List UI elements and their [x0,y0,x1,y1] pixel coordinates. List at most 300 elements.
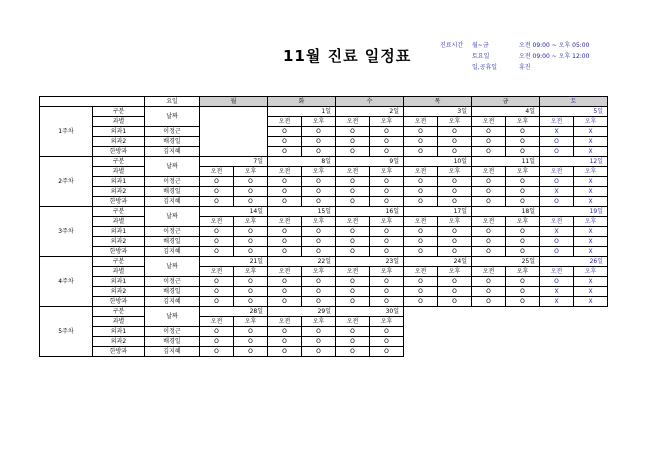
availability-cell: X [574,137,608,147]
pm-label: 오후 [574,267,608,277]
availability-cell: X [574,237,608,247]
availability-cell: O [472,227,506,237]
dept-row [40,237,608,247]
availability-cell: O [438,297,472,307]
date-cell: 11일 [472,157,540,167]
dept-name: 한방과 [93,297,145,307]
dept-name: 한방과 [93,247,145,257]
availability-cell: O [370,237,404,247]
availability-cell: O [302,197,336,207]
availability-cell: O [336,247,370,257]
availability-cell: X [540,227,574,237]
availability-cell: O [234,327,268,337]
availability-cell: O [336,197,370,207]
am-label: 오전 [404,117,438,127]
clinic-hours [440,40,589,73]
date-cell: 15일 [268,207,336,217]
am-label: 오전 [336,167,370,177]
availability-cell: O [302,277,336,287]
availability-cell: O [438,287,472,297]
availability-cell: O [268,337,302,347]
am-label: 오전 [336,117,370,127]
availability-cell: O [302,227,336,237]
availability-cell: O [268,127,302,137]
doctor-name: 배경일 [145,137,200,147]
availability-cell: X [574,297,608,307]
pm-label: 오후 [506,217,540,227]
availability-cell: O [506,227,540,237]
week-label: 2주차 [40,157,93,207]
blank-cell [404,307,472,317]
availability-cell: O [506,127,540,137]
dept-header: 과별 [93,267,145,277]
availability-cell: O [234,237,268,247]
week-date-row [40,157,608,167]
availability-cell: O [336,147,370,157]
availability-cell: O [302,347,336,357]
availability-cell: O [438,147,472,157]
availability-cell: O [268,277,302,287]
week-ampm-row [40,217,608,227]
availability-cell: O [200,277,234,287]
blank-cell [540,347,608,357]
hours-row [440,40,589,51]
am-label: 오전 [472,217,506,227]
availability-cell: O [540,197,574,207]
date-label: 날짜 [145,107,200,127]
availability-cell: O [268,147,302,157]
pm-label: 오후 [438,117,472,127]
availability-cell: O [540,147,574,157]
pm-label: 오후 [438,217,472,227]
date-cell: 4일 [472,107,540,117]
availability-cell: O [506,237,540,247]
pm-label: 오후 [506,117,540,127]
dept-row [40,227,608,237]
availability-cell: O [438,137,472,147]
availability-cell: X [540,187,574,197]
week-date-row [40,207,608,217]
availability-cell: O [506,287,540,297]
date-cell: 5일 [540,107,608,117]
doctor-name: 배경일 [145,237,200,247]
availability-cell: O [302,247,336,257]
pm-label: 오후 [302,317,336,327]
pm-label: 오후 [506,167,540,177]
date-label: 날짜 [145,157,200,177]
pm-label: 오후 [234,267,268,277]
blank-cell [540,337,608,347]
date-cell: 24일 [404,257,472,267]
availability-cell: O [234,277,268,287]
hours-time: 오전 09:00 ~ 오후 05:00 [519,42,590,49]
availability-cell: O [438,197,472,207]
availability-cell: O [404,197,438,207]
availability-cell: O [200,347,234,357]
pm-label: 오후 [574,217,608,227]
availability-cell: O [438,227,472,237]
date-cell: 28일 [200,307,268,317]
availability-cell: X [574,197,608,207]
pm-label: 오후 [302,267,336,277]
availability-cell: O [336,127,370,137]
am-label: 오전 [200,167,234,177]
date-cell: 10일 [404,157,472,167]
blank-cell [472,307,540,317]
availability-cell: O [336,137,370,147]
blank-cell [404,317,472,327]
availability-cell: O [540,137,574,147]
weekday-cell: 월 [200,97,268,107]
availability-cell: O [336,287,370,297]
am-label: 오전 [336,317,370,327]
availability-cell: O [404,147,438,157]
availability-cell: O [200,237,234,247]
hours-label [440,51,472,62]
doctor-name: 배경일 [145,337,200,347]
category-label: 구분 [93,307,145,317]
blank-cell [472,337,540,347]
availability-cell: O [336,177,370,187]
availability-cell: O [438,237,472,247]
doctor-name: 이정근 [145,277,200,287]
date-cell: 22일 [268,257,336,267]
pm-label: 오후 [302,167,336,177]
availability-cell: O [302,127,336,137]
availability-cell: O [438,177,472,187]
availability-cell: O [200,287,234,297]
availability-cell: O [472,187,506,197]
availability-cell: O [302,337,336,347]
availability-cell: O [472,287,506,297]
hours-row [440,51,589,62]
pm-label: 오후 [234,167,268,177]
availability-cell: O [268,247,302,257]
pm-label: 오후 [302,117,336,127]
availability-cell: O [370,327,404,337]
date-cell: 1일 [268,107,336,117]
availability-cell: O [336,327,370,337]
am-label: 오전 [540,117,574,127]
availability-cell: O [302,297,336,307]
dept-row [40,247,608,257]
dept-row [40,147,608,157]
dept-row [40,127,608,137]
date-cell: 2일 [336,107,404,117]
dept-name: 외과1 [93,277,145,287]
hours-days: 토요일 [472,53,490,60]
page-title: 11월 진료 일정표 [283,47,412,65]
availability-cell: O [438,247,472,257]
dept-name: 외과1 [93,177,145,187]
availability-cell: O [370,137,404,147]
availability-cell: O [302,137,336,147]
availability-cell: O [472,297,506,307]
weekday-cell: 토 [540,97,608,107]
am-label: 오전 [200,267,234,277]
availability-cell: X [574,277,608,287]
availability-cell: O [472,127,506,137]
availability-cell: O [404,247,438,257]
dept-row [40,297,608,307]
availability-cell: O [506,297,540,307]
date-cell: 17일 [404,207,472,217]
availability-cell: O [506,137,540,147]
dept-header: 과별 [93,167,145,177]
availability-cell: O [268,227,302,237]
availability-cell: O [370,127,404,137]
availability-cell: O [234,347,268,357]
availability-cell: O [370,247,404,257]
week-label: 1주차 [40,107,93,157]
am-label: 오전 [336,217,370,227]
dept-name: 한방과 [93,347,145,357]
availability-cell: X [574,227,608,237]
pm-label: 오후 [574,167,608,177]
availability-cell: O [302,187,336,197]
availability-cell: O [472,277,506,287]
am-label: 오전 [540,267,574,277]
doctor-name: 김지혜 [145,197,200,207]
blank-cell [540,317,608,327]
availability-cell: X [540,127,574,137]
hours-label [440,62,472,73]
doctor-name: 배경일 [145,187,200,197]
am-label: 오전 [200,317,234,327]
availability-cell: O [506,147,540,157]
category-label: 구분 [93,157,145,167]
availability-cell: O [336,237,370,247]
availability-cell: O [370,177,404,187]
date-label: 날짜 [145,307,200,327]
date-label: 날짜 [145,207,200,227]
dept-name: 외과2 [93,187,145,197]
am-label: 오전 [268,217,302,227]
date-cell: 18일 [472,207,540,217]
dept-name: 한방과 [93,197,145,207]
availability-cell: X [574,127,608,137]
dept-row [40,197,608,207]
availability-cell: O [540,277,574,287]
pm-label: 오후 [370,167,404,177]
availability-cell: O [268,347,302,357]
dept-row [40,327,608,337]
weekday-cell: 목 [404,97,472,107]
availability-cell: O [472,147,506,157]
date-cell: 9일 [336,157,404,167]
pm-label: 오후 [574,117,608,127]
blank-cell [540,307,608,317]
hours-row [440,62,589,73]
availability-cell: O [472,247,506,257]
doctor-name: 김지혜 [145,347,200,357]
date-cell [200,107,268,157]
availability-cell: O [302,147,336,157]
availability-cell: O [540,247,574,257]
availability-cell: X [540,297,574,307]
availability-cell: O [370,337,404,347]
am-label: 오전 [268,317,302,327]
availability-cell: O [268,237,302,247]
hours-time: 오전 09:00 ~ 오후 12:00 [519,53,590,60]
availability-cell: X [574,177,608,187]
date-cell: 3일 [404,107,472,117]
availability-cell: O [506,177,540,187]
weekday-label: 요일 [145,97,200,107]
availability-cell: O [506,247,540,257]
weekday-header-row [40,97,608,107]
hours-label: 진료시간 [440,42,464,49]
week-date-row [40,107,608,117]
dept-name: 외과1 [93,127,145,137]
availability-cell: O [370,287,404,297]
date-cell: 12일 [540,157,608,167]
availability-cell: O [540,177,574,187]
availability-cell: O [404,287,438,297]
am-label: 오전 [472,267,506,277]
hours-time: 휴진 [519,64,531,71]
availability-cell: O [404,297,438,307]
week-label: 4주차 [40,257,93,307]
availability-cell: O [472,137,506,147]
doctor-name: 이정근 [145,177,200,187]
blank-cell [404,337,472,347]
pm-label: 오후 [506,267,540,277]
availability-cell: O [336,227,370,237]
dept-row [40,287,608,297]
dept-name: 외과1 [93,227,145,237]
pm-label: 오후 [370,117,404,127]
am-label: 오전 [336,267,370,277]
date-cell: 29일 [268,307,336,317]
date-cell: 21일 [200,257,268,267]
am-label: 오전 [268,167,302,177]
availability-cell: O [268,327,302,337]
availability-cell: O [404,187,438,197]
dept-name: 외과2 [93,287,145,297]
category-label: 구분 [93,207,145,217]
availability-cell: O [234,247,268,257]
availability-cell: O [302,177,336,187]
doctor-name: 김지혜 [145,247,200,257]
availability-cell: O [268,137,302,147]
availability-cell: O [438,277,472,287]
doctor-name: 이정근 [145,327,200,337]
availability-cell: O [438,127,472,137]
am-label: 오전 [540,167,574,177]
week-ampm-row [40,317,608,327]
availability-cell: O [472,197,506,207]
doctor-name: 김지혜 [145,297,200,307]
week-ampm-row [40,117,608,127]
availability-cell: O [302,287,336,297]
schedule-table [39,96,608,357]
week-label: 5주차 [40,307,93,357]
availability-cell: O [268,297,302,307]
dept-header: 과별 [93,317,145,327]
am-label: 오전 [472,117,506,127]
week-ampm-row [40,167,608,177]
availability-cell: O [268,197,302,207]
dept-row [40,137,608,147]
blank-cell [404,347,472,357]
availability-cell: O [404,177,438,187]
dept-name: 외과2 [93,337,145,347]
availability-cell: O [404,277,438,287]
dept-name: 한방과 [93,147,145,157]
availability-cell: X [574,287,608,297]
availability-cell: O [200,227,234,237]
availability-cell: O [200,197,234,207]
doctor-name: 이정근 [145,227,200,237]
pm-label: 오후 [234,317,268,327]
doctor-name: 이정근 [145,127,200,137]
date-cell: 23일 [336,257,404,267]
dept-row [40,177,608,187]
am-label: 오전 [404,217,438,227]
availability-cell: O [370,297,404,307]
hours-days: 월~금 [472,42,489,49]
dept-row [40,187,608,197]
doctor-name: 배경일 [145,287,200,297]
dept-row [40,277,608,287]
dept-name: 외과2 [93,137,145,147]
availability-cell: X [574,147,608,157]
availability-cell: O [472,177,506,187]
availability-cell: O [336,187,370,197]
availability-cell: O [234,287,268,297]
availability-cell: O [200,247,234,257]
availability-cell: O [472,237,506,247]
date-cell: 30일 [336,307,404,317]
availability-cell: O [200,187,234,197]
date-cell: 16일 [336,207,404,217]
pm-label: 오후 [370,267,404,277]
availability-cell: X [574,247,608,257]
availability-cell: O [200,327,234,337]
availability-cell: O [404,137,438,147]
availability-cell: O [200,297,234,307]
availability-cell: O [234,197,268,207]
availability-cell: O [234,337,268,347]
blank-cell [472,317,540,327]
am-label: 오전 [404,267,438,277]
availability-cell: O [200,177,234,187]
am-label: 오전 [540,217,574,227]
blank-cell [404,327,472,337]
blank-cell [540,327,608,337]
dept-row [40,337,608,347]
availability-cell: O [370,277,404,287]
date-label: 날짜 [145,257,200,277]
week-label: 3주차 [40,207,93,257]
availability-cell: O [234,187,268,197]
availability-cell: O [234,227,268,237]
availability-cell: O [404,237,438,247]
am-label: 오전 [472,167,506,177]
pm-label: 오후 [370,217,404,227]
availability-cell: O [268,187,302,197]
availability-cell: O [302,327,336,337]
date-cell: 14일 [200,207,268,217]
availability-cell: O [234,297,268,307]
availability-cell: O [370,347,404,357]
availability-cell: O [370,187,404,197]
pm-label: 오후 [438,167,472,177]
category-label: 구분 [93,107,145,117]
availability-cell: O [336,297,370,307]
dept-header: 과별 [93,117,145,127]
